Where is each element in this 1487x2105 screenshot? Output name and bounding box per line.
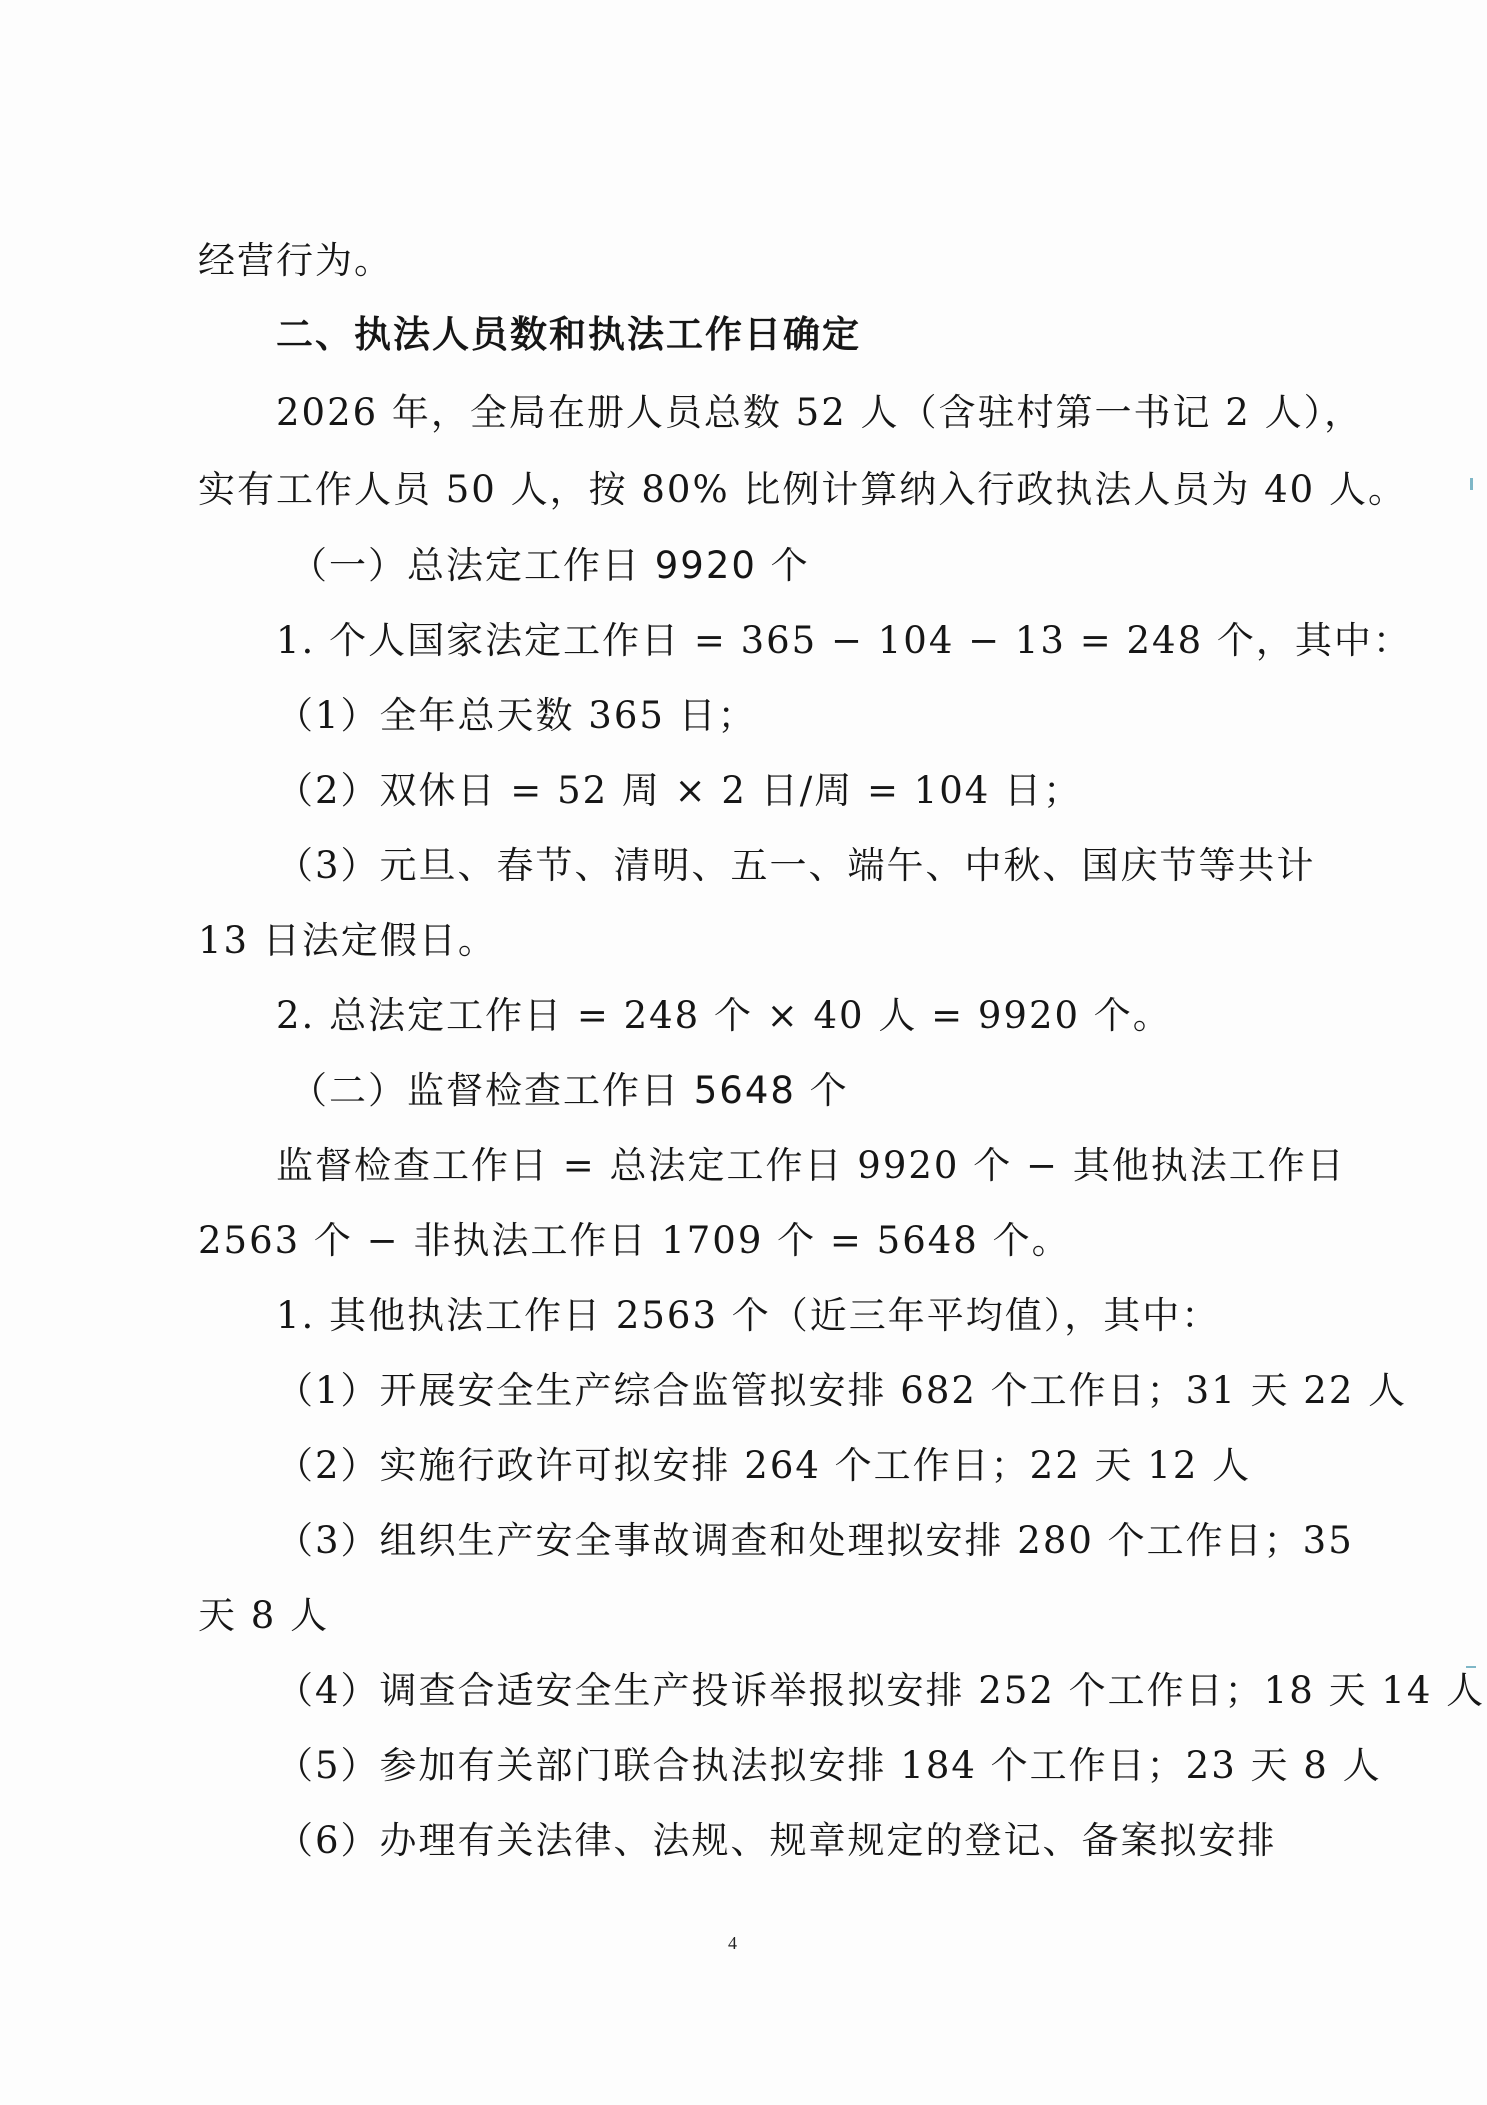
text-line-7: （1）全年总天数 365 日； [276,694,757,737]
text-line-9: （3）元旦、春节、清明、五一、端午、中秋、国庆节等共计 [276,844,1316,887]
page-number: 4 [728,1933,737,1953]
text-line-14: 2563 个 − 非执法工作日 1709 个 = 5648 个。 [198,1219,1071,1262]
text-line-18: （3）组织生产安全事故调查和处理拟安排 280 个工作日；35 [276,1519,1354,1562]
text-line-15: 1. 其他执法工作日 2563 个（近三年平均值），其中： [276,1294,1221,1337]
section-heading-2: 二、执法人员数和执法工作日确定 [276,313,861,356]
subheading-inspection-workdays: （二）监督检查工作日 5648 个 [290,1069,849,1112]
text-line-21: （5）参加有关部门联合执法拟安排 184 个工作日；23 天 8 人 [276,1744,1382,1787]
text-line-6: 1. 个人国家法定工作日 = 365 − 104 − 13 = 248 个，其中： [276,619,1412,662]
text-line-13: 监督检查工作日 = 总法定工作日 9920 个 − 其他执法工作日 [276,1144,1346,1187]
text-line-16: （1）开展安全生产综合监管拟安排 682 个工作日；31 天 22 人 [276,1369,1408,1412]
text-line-11: 2. 总法定工作日 = 248 个 × 40 人 = 9920 个。 [276,994,1172,1037]
text-line-3: 2026 年，全局在册人员总数 52 人（含驻村第一书记 2 人）， [276,391,1364,434]
text-line-1: 经营行为。 [198,239,393,282]
scan-edge-mark-bottom [1466,1666,1476,1668]
text-line-4: 实有工作人员 50 人，按 80% 比例计算纳入行政执法人员为 40 人。 [198,468,1407,511]
text-line-10: 13 日法定假日。 [198,919,497,962]
scan-edge-mark-top [1470,478,1473,490]
text-line-19: 天 8 人 [198,1594,330,1637]
text-line-17: （2）实施行政许可拟安排 264 个工作日；22 天 12 人 [276,1444,1252,1487]
text-line-22: （6）办理有关法律、法规、规章规定的登记、备案拟安排 [276,1819,1277,1862]
subheading-total-workdays: （一）总法定工作日 9920 个 [290,544,810,587]
text-line-8: （2）双休日 = 52 周 × 2 日/周 = 104 日； [276,769,1083,812]
text-line-20: （4）调查合适安全生产投诉举报拟安排 252 个工作日；18 天 14 人 [276,1669,1486,1712]
